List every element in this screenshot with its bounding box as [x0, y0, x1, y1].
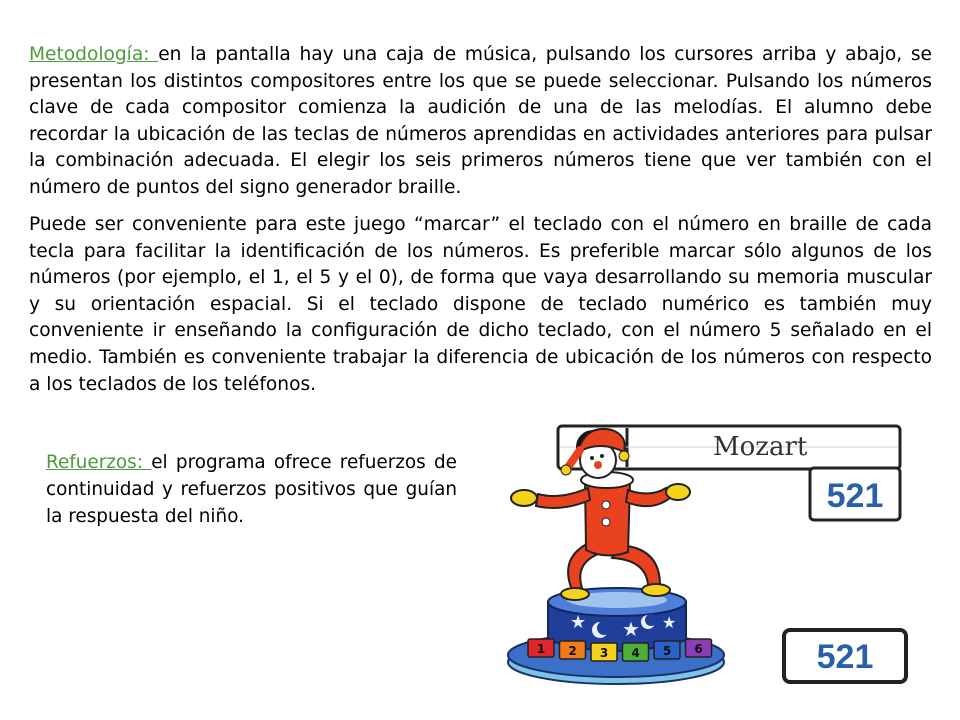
star-icon: ★: [622, 617, 640, 641]
music-box: [508, 588, 724, 684]
metodologia-heading: Metodología:: [29, 44, 159, 65]
refuerzos-text: el programa ofrece refuerzos de continuidad y refuerzos positivos que guían la respuesta del niño.: [46, 452, 457, 527]
metodologia-text: en la pantalla hay una caja de música, pulsando los cursores arriba y abajo, se presentan los distintos compositores entre los que se puede seleccionar. Pulsando los números clave de cada compositor comienza la audición de una de las melodías. El alumno debe recordar la ubicación de las teclas de números aprendidas en actividades anteriores para pulsar la combinación adecuada. El elegir los seis primeros números tiene que ver también con el número de puntos del signo generador braille.: [29, 44, 932, 198]
composer-name: Mozart: [713, 432, 808, 462]
number-key-label: 6: [694, 642, 703, 656]
code-top-value: 521: [826, 477, 884, 515]
number-key-label: 3: [599, 646, 609, 660]
star-icon: ★: [662, 613, 677, 632]
code-display-top: [810, 468, 900, 520]
code-bottom-value: 521: [816, 638, 874, 676]
star-icon: ★: [570, 612, 587, 633]
number-key-label: 4: [631, 646, 640, 660]
number-key-label: 1: [536, 642, 546, 656]
number-key-label: 5: [662, 644, 672, 658]
marking-paragraph: Puede ser conveniente para este juego “marcar” el teclado con el número en braille de cada tecla para facilitar la identificación de los números. Es preferible marcar sólo algunos de los números (por ejemplo, el 1, el 5 y el 0), de forma que vaya desarrollando su memoria muscular y su orientación espacial. Si el teclado dispone de teclado numérico es también muy conveniente ir enseñando la configuración de dicho teclado, con el número 5 señalado en el medio. También es conveniente trabajar la diferencia de ubicación de los números con respecto a los teclados de los teléfonos.: [29, 214, 932, 395]
number-key-label: 2: [568, 644, 577, 658]
refuerzos-heading: Refuerzos:: [46, 452, 152, 473]
code-display-bottom: [784, 630, 906, 682]
